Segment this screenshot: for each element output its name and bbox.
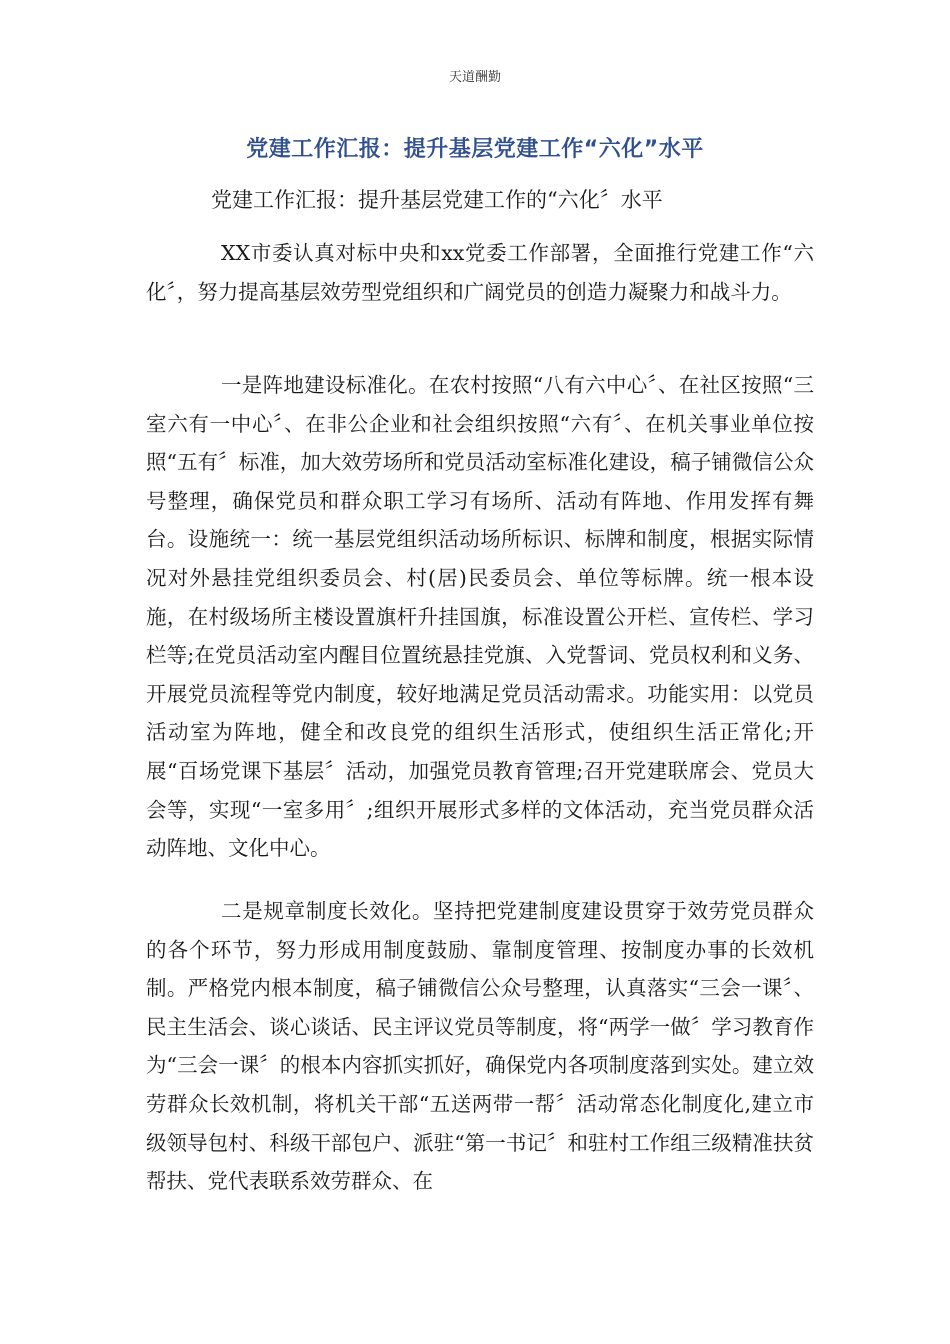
paragraph-intro: XX市委认真对标中央和xx党委工作部署，全面推行党建工作“六化〞，努力提高基层效劳型党组织和广阔党员的创造力凝聚力和战斗力。 [146, 241, 814, 304]
document-title: 党建工作汇报：提升基层党建工作“六化”水平 [246, 137, 704, 162]
paragraph-rules-long-term: 二是规章制度长效化。坚持把党建制度建设贯穿于效劳党员群众的各个环节，努力形成用制度鼓励、靠制度管理、按制度办事的长效机制。严格党内根本制度，稿子铺微信公众号整理，认真落实“三会一课〞、民主生活会、谈心谈话、民主评议党员等制度，将“两学一做〞学习教育作为“三会一课〞的根本内容抓实抓好，确保党内各项制度落到实处。建立效劳群众长效机制，将机关干部“五送两带一帮〞活动常态化制度化,建立市级领导包村、科级干部包户、派驻“第一书记〞和驻村工作组三级精准扶贫帮扶、党代表联系效劳群众、在 [146, 899, 814, 1194]
page-header: 天道酬勤 [448, 70, 501, 85]
paragraph-position-standardization: 一是阵地建设标准化。在农村按照“八有六中心〞、在社区按照“三室六有一中心〞、在非公企业和社会组织按照“六有〞、在机关事业单位按照“五有〞标准，加大效劳场所和党员活动室标准化建设，稿子铺微信公众号整理，确保党员和群众职工学习有场所、活动有阵地、作用发挥有舞台。设施统一：统一基层党组织活动场所标识、标牌和制度，根据实际情况对外悬挂党组织委员会、村(居)民委员会、单位等标牌。统一根本设施，在村级场所主楼设置旗杆升挂国旗，标准设置公开栏、宣传栏、学习栏等;在党员活动室内醒目位置统悬挂党旗、入党誓词、党员权利和义务、开展党员流程等党内制度，较好地满足党员活动需求。功能实用：以党员活动室为阵地，健全和改良党的组织生活形式，使组织生活正常化;开展“百场党课下基层〞活动，加强党员教育管理;召开党建联席会、党员大会等，实现“一室多用〞;组织开展形式多样的文体活动，充当党员群众活动阵地、文化中心。 [146, 373, 814, 861]
document-subtitle: 党建工作汇报：提升基层党建工作的“六化〞水平 [211, 188, 663, 212]
